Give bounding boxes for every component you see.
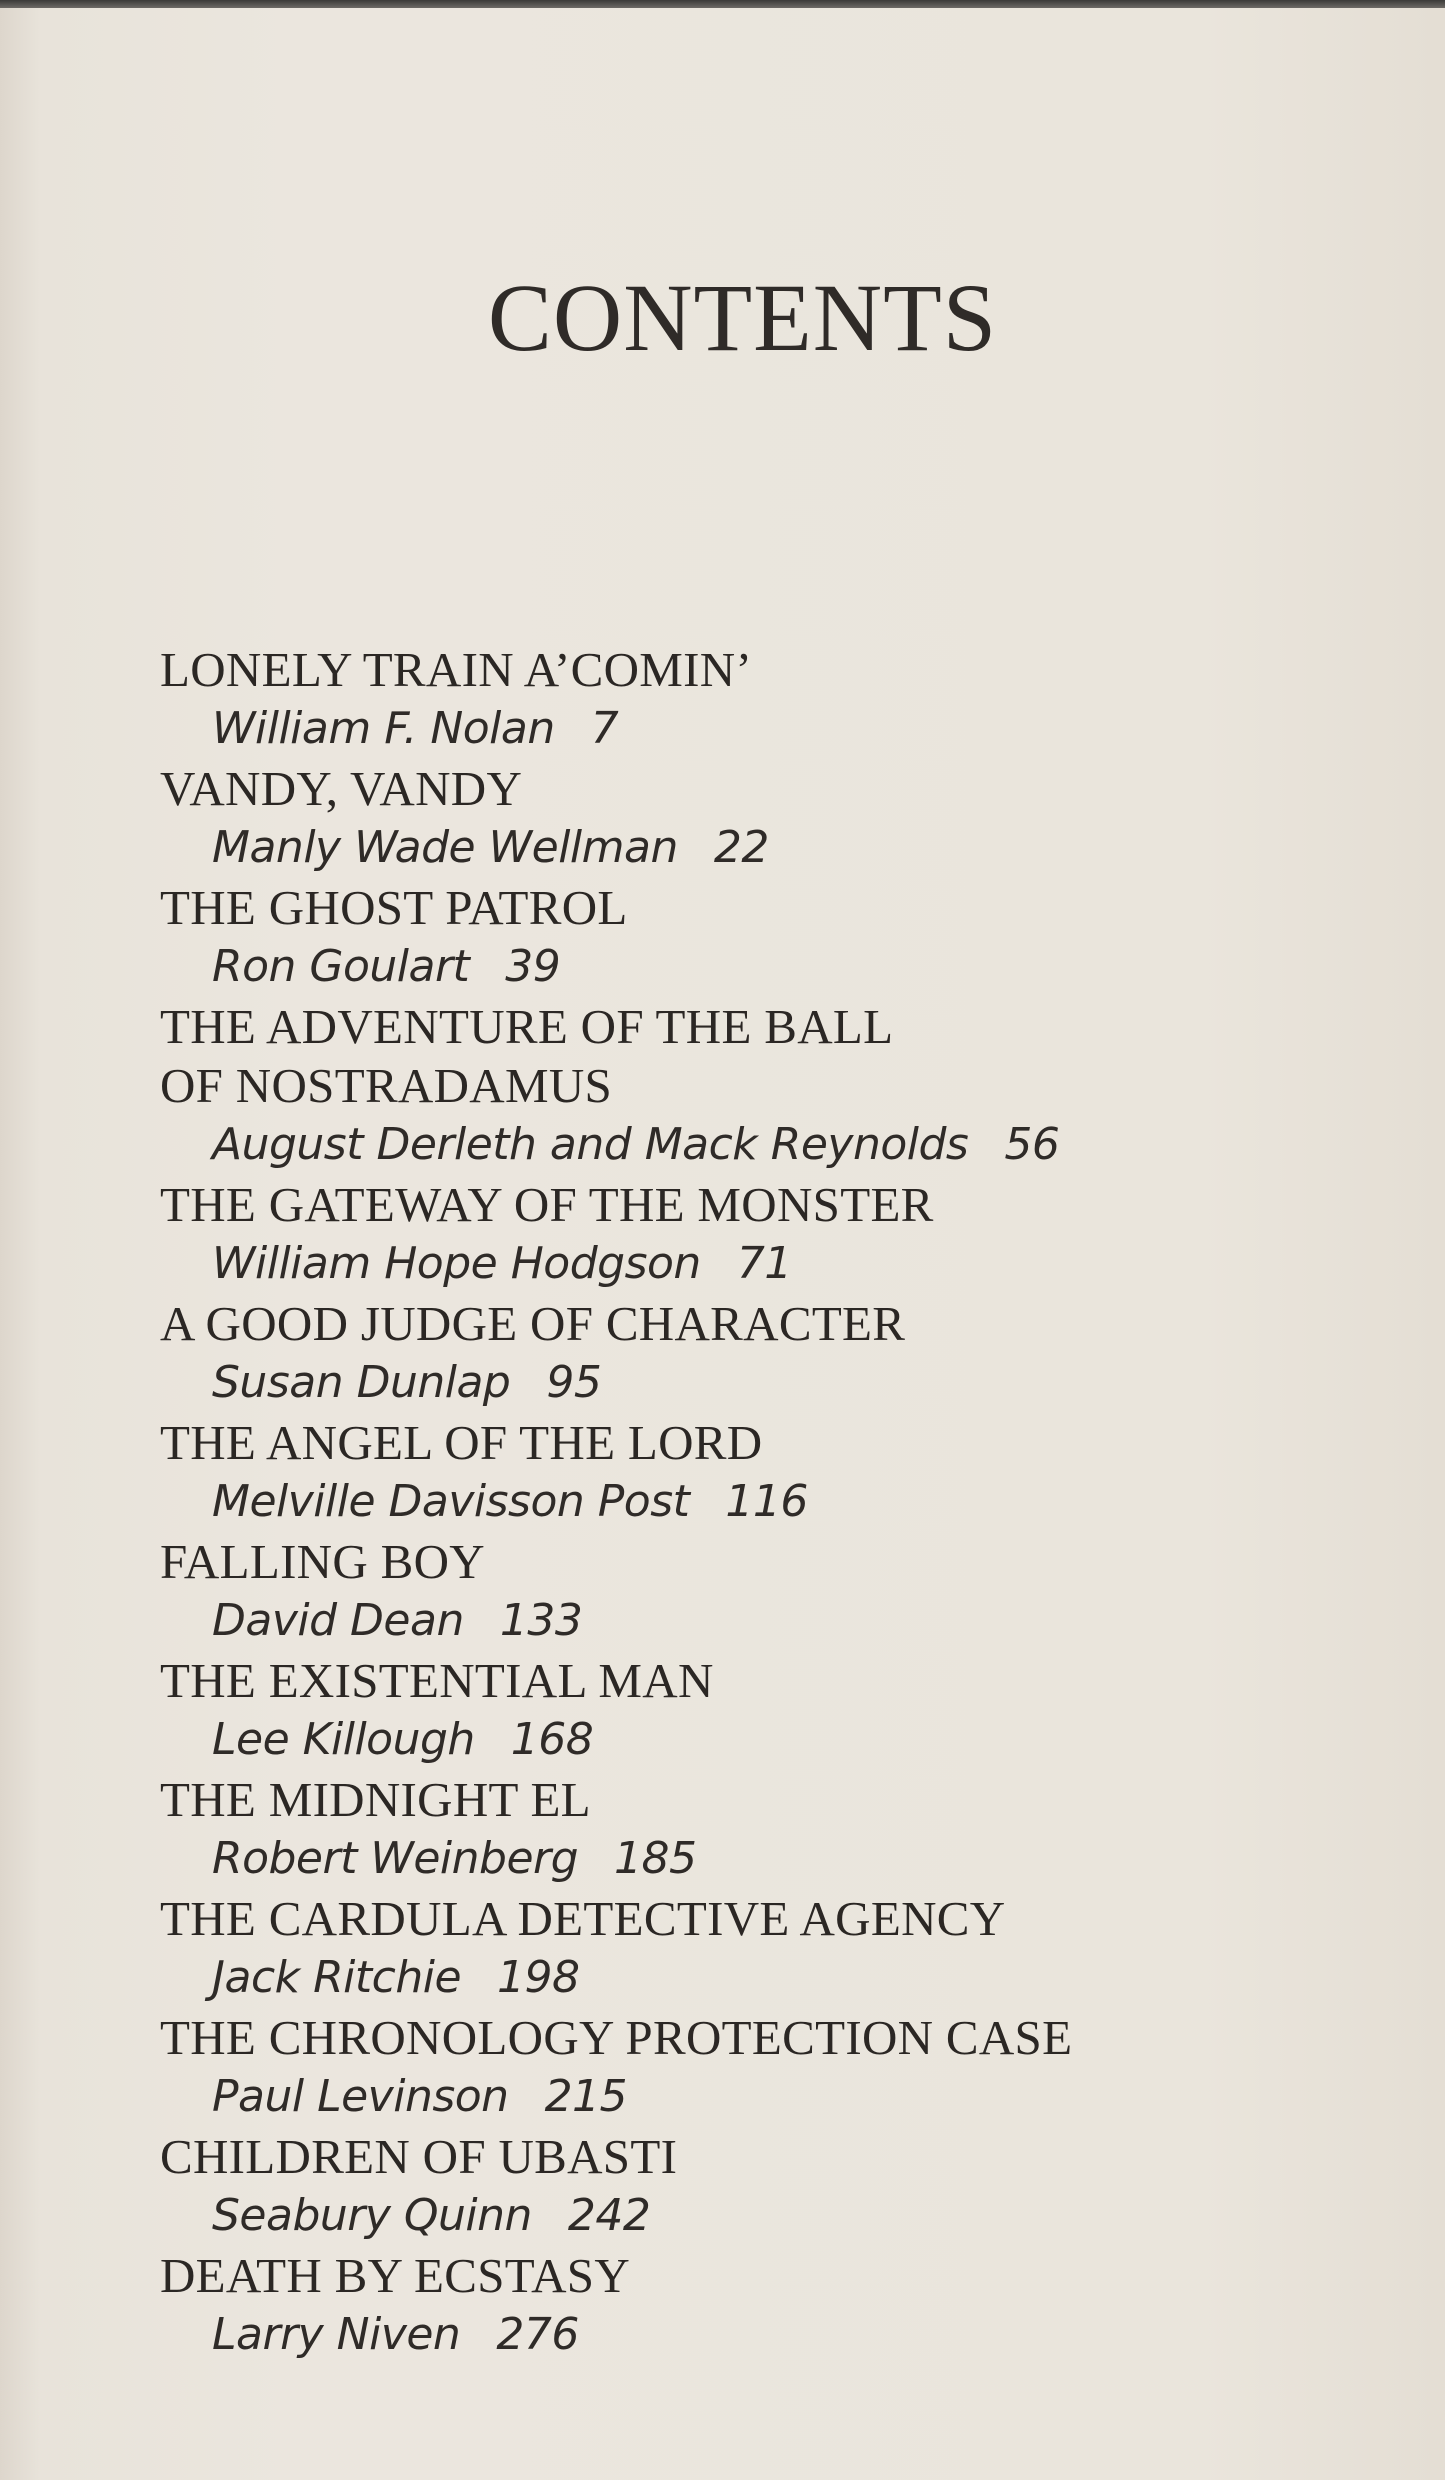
- page-number: 71: [736, 1238, 792, 1289]
- table-of-contents: [160, 640, 1380, 2365]
- story-byline: [160, 699, 1380, 759]
- toc-entry: [160, 997, 1380, 1175]
- story-byline: [160, 1591, 1380, 1651]
- story-byline: [160, 1115, 1380, 1175]
- page-number: 39: [505, 941, 561, 992]
- story-byline: [160, 1710, 1380, 1770]
- story-title: THE GATEWAY OF THE MONSTER: [160, 1177, 934, 1232]
- page-top-edge: [0, 0, 1445, 8]
- page-number: 215: [544, 2071, 628, 2122]
- toc-entry: [160, 2127, 1380, 2246]
- toc-entry: [160, 1651, 1380, 1770]
- page-number: 276: [496, 2309, 579, 2360]
- page-number: 7: [590, 703, 619, 754]
- story-title: THE ANGEL OF THE LORD: [160, 1415, 763, 1470]
- story-title: CHILDREN OF UBASTI: [160, 2129, 678, 2184]
- story-title: FALLING BOY: [160, 1534, 485, 1589]
- toc-entry: [160, 1175, 1380, 1294]
- story-title: DEATH BY ECSTASY: [160, 2248, 631, 2303]
- story-author: Seabury Quinn: [212, 2190, 532, 2241]
- page-title: CONTENTS: [487, 264, 998, 371]
- story-author: Melville Davisson Post: [212, 1476, 690, 1527]
- toc-entry: [160, 1532, 1380, 1651]
- story-title: THE ADVENTURE OF THE BALL: [160, 999, 894, 1054]
- story-byline: [160, 2067, 1380, 2127]
- story-author: Manly Wade Wellman: [212, 822, 678, 873]
- story-author: William Hope Hodgson: [212, 1238, 701, 1289]
- story-author: William F. Nolan: [212, 703, 555, 754]
- story-title: THE MIDNIGHT EL: [160, 1772, 591, 1827]
- story-title: THE CHRONOLOGY PROTECTION CASE: [160, 2010, 1073, 2065]
- story-author: Susan Dunlap: [212, 1357, 511, 1408]
- story-author: David Dean: [212, 1595, 464, 1646]
- page-number: 168: [510, 1714, 594, 1765]
- toc-entry: [160, 878, 1380, 997]
- story-byline: [160, 937, 1380, 997]
- story-byline: [160, 1353, 1380, 1413]
- toc-entry: [160, 1294, 1380, 1413]
- story-title: VANDY, VANDY: [160, 761, 523, 816]
- story-author: Jack Ritchie: [212, 1952, 462, 2003]
- story-byline: [160, 1234, 1380, 1294]
- toc-entry: [160, 1770, 1380, 1889]
- page-number: 133: [499, 1595, 583, 1646]
- story-title-continued: OF NOSTRADAMUS: [160, 1058, 613, 1113]
- story-title: THE GHOST PATROL: [160, 880, 628, 935]
- story-title: THE CARDULA DETECTIVE AGENCY: [160, 1891, 1006, 1946]
- toc-entry: [160, 1889, 1380, 2008]
- toc-entry: [160, 2246, 1380, 2365]
- page-number: 198: [497, 1952, 580, 2003]
- toc-entry: [160, 640, 1380, 759]
- story-byline: [160, 1472, 1380, 1532]
- toc-entry: [160, 1413, 1380, 1532]
- story-author: August Derleth and Mack Reynolds: [212, 1119, 969, 1170]
- page-number: 56: [1004, 1119, 1060, 1170]
- page-number: 22: [713, 822, 769, 873]
- story-author: Ron Goulart: [212, 941, 470, 992]
- story-author: Robert Weinberg: [212, 1833, 579, 1884]
- story-title: LONELY TRAIN A’COMIN’: [160, 642, 753, 697]
- page-number: 185: [614, 1833, 697, 1884]
- toc-entry: [160, 759, 1380, 878]
- story-byline: [160, 1948, 1380, 2008]
- toc-entry: [160, 2008, 1380, 2127]
- story-title: THE EXISTENTIAL MAN: [160, 1653, 714, 1708]
- story-byline: [160, 2305, 1380, 2365]
- story-author: Paul Levinson: [212, 2071, 509, 2122]
- story-byline: [160, 818, 1380, 878]
- story-byline: [160, 2186, 1380, 2246]
- story-author: Lee Killough: [212, 1714, 475, 1765]
- story-byline: [160, 1829, 1380, 1889]
- page-number: 116: [725, 1476, 808, 1527]
- page-number: 95: [546, 1357, 602, 1408]
- page-number: 242: [567, 2190, 651, 2241]
- story-title: A GOOD JUDGE OF CHARACTER: [160, 1296, 906, 1351]
- story-author: Larry Niven: [212, 2309, 461, 2360]
